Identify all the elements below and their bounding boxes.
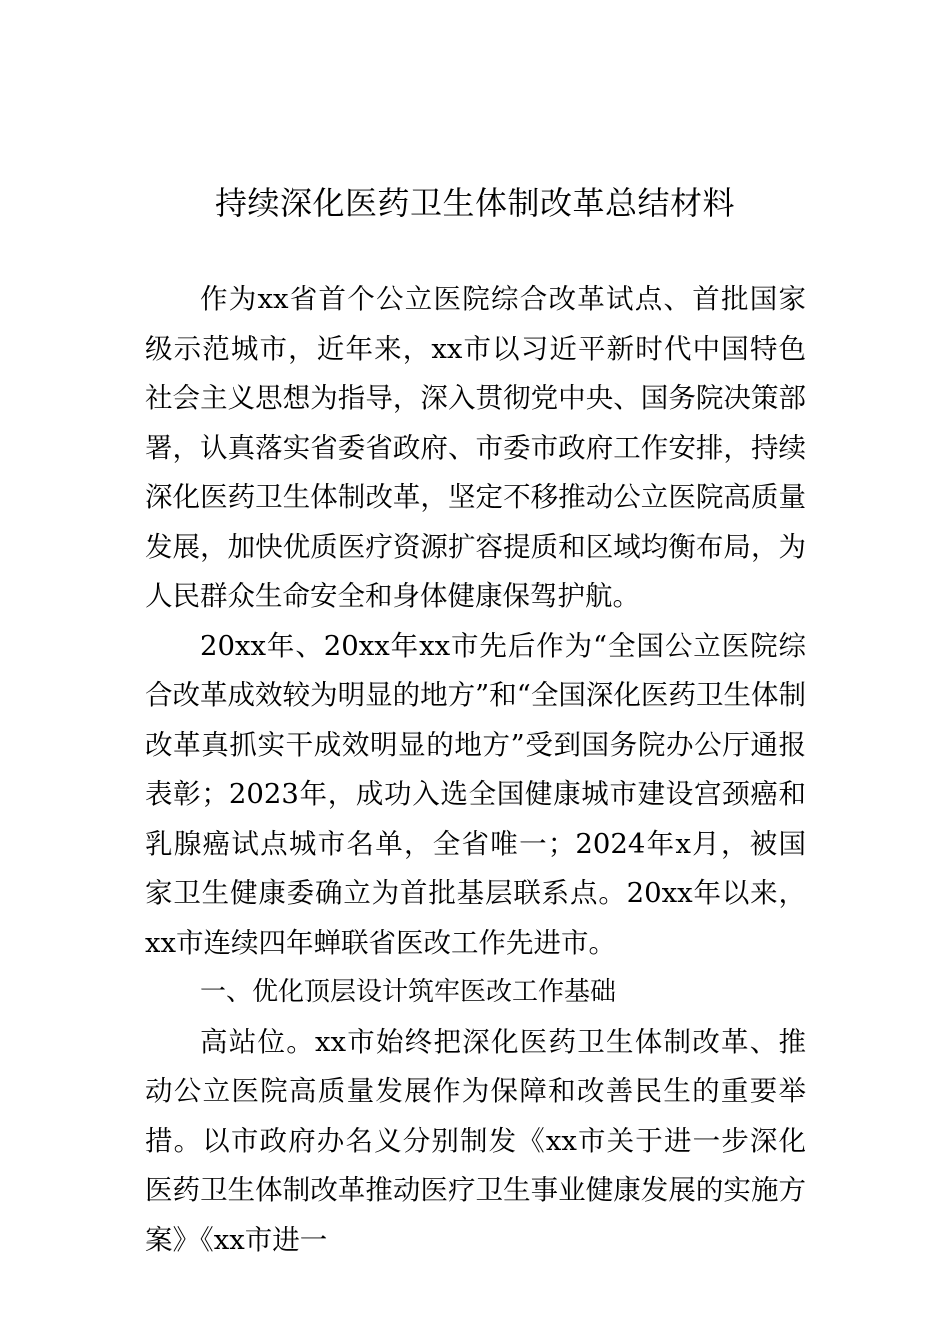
document-title: 持续深化医药卫生体制改革总结材料 bbox=[214, 184, 735, 222]
document-body bbox=[145, 275, 806, 1265]
paragraph-section-1: 高站位。xx市始终把深化医药卫生体制改革、推动公立医院高质量发展作为保障和改善民生的重要举措。以市政府办名义分别制发《xx市关于进一步深化医药卫生体制改革推动医疗卫生事业健康发展的实施方案》《xx市进一 bbox=[145, 1025, 806, 1256]
paragraph-honors: 20xx年、20xx年xx市先后作为“全国公立医院综合改革成效较为明显的地方”和“全国深化医药卫生体制改革真抓实干成效明显的地方”受到国务院办公厅通报表彰；2023年，成功入选全国健康城市建设宫颈癌和乳腺癌试点城市名单，全省唯一；2024年x月，被国家卫生健康委确立为首批基层联系点。20xx年以来，xx市连续四年蝉联省医改工作先进市。 bbox=[145, 629, 806, 959]
paragraph-intro: 作为xx省首个公立医院综合改革试点、首批国家级示范城市，近年来，xx市以习近平新时代中国特色社会主义思想为指导，深入贯彻党中央、国务院决策部署，认真落实省委省政府、市委市政府工作安排，持续深化医药卫生体制改革，坚定不移推动公立医院高质量发展，加快优质医疗资源扩容提质和区域均衡布局，为人民群众生命安全和身体健康保驾护航。 bbox=[145, 283, 806, 612]
section-heading: 一、优化顶层设计筑牢医改工作基础 bbox=[200, 977, 617, 1007]
